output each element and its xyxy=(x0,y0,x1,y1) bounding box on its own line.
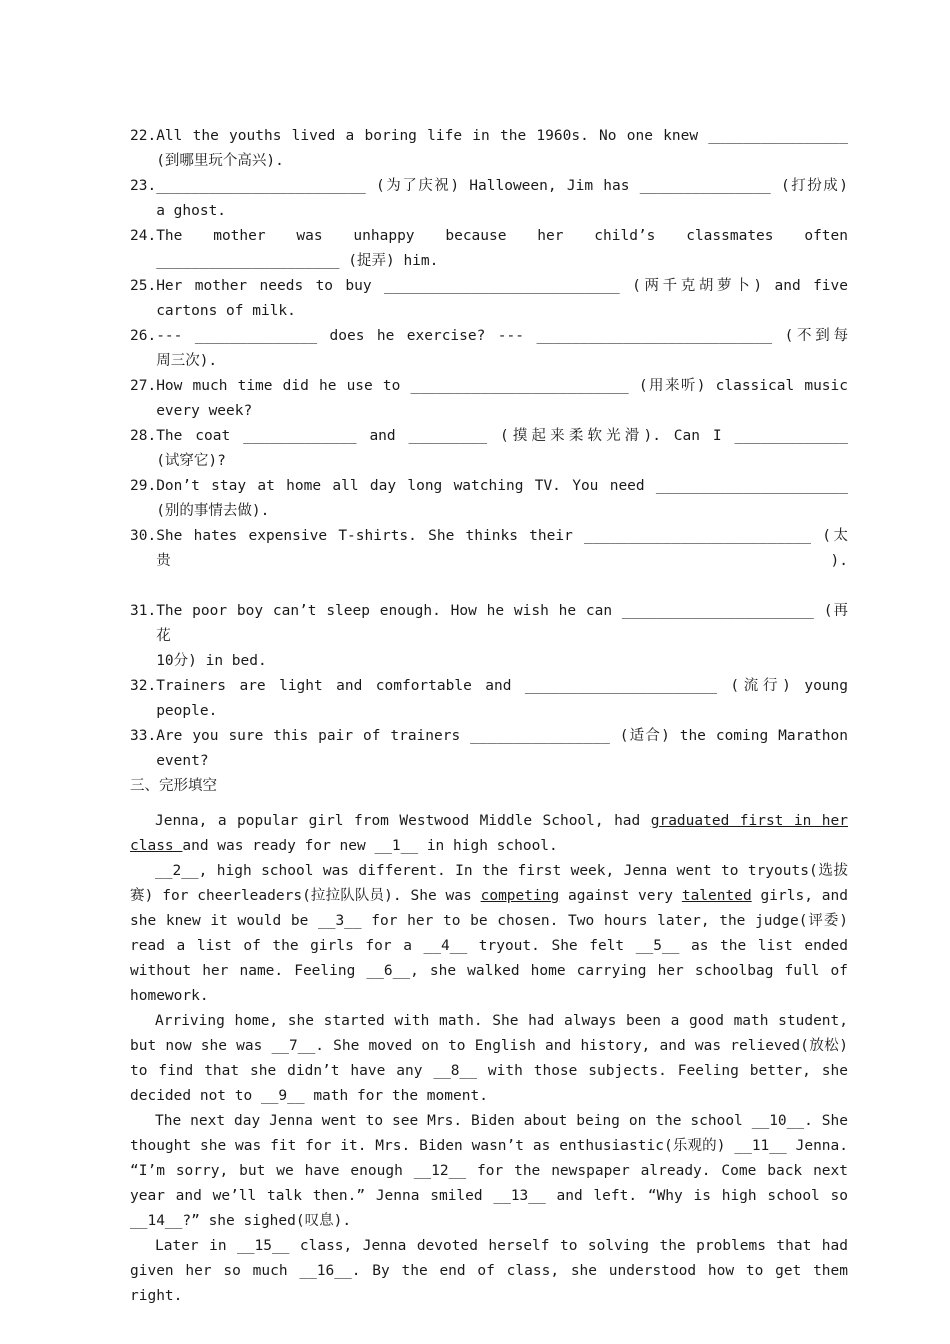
question-31 xyxy=(130,599,848,674)
question-number: 29. xyxy=(130,478,157,494)
question-number: 28. xyxy=(130,428,157,444)
question-30 xyxy=(130,524,848,574)
passage-paragraph-4: The next day Jenna went to see Mrs. Biden about being on the school __10__. She thought she was fit for it. Mrs. Biden wasn’t as enthusiastic(乐观的) __11__ Jenna. “I’m sorry, but we have enough __12__ for the newspaper already. Come back next year and we’ll talk then.” Jenna smiled __13__ and left. “Why is high school so __14__?” she sighed(叹息). xyxy=(130,1113,848,1229)
passage-paragraph-1 xyxy=(130,809,848,859)
question-line: a ghost. xyxy=(156,203,227,219)
question-line: people. xyxy=(156,703,218,719)
underlined-word: talented xyxy=(681,888,752,904)
question-number: 33. xyxy=(130,728,157,744)
question-line: The mother was unhappy because her child’s classmates often xyxy=(156,228,848,244)
question-line: The poor boy can’t sleep enough. How he wish he can ______________________ (再花 xyxy=(156,603,848,644)
question-line: All the youths lived a boring life in the 1960s. No one knew ________________ xyxy=(156,128,848,144)
question-26 xyxy=(130,324,848,374)
question-line: Don’t stay at home all day long watching TV. You need ______________________ xyxy=(156,478,848,494)
question-line: Are you sure this pair of trainers ________________ (适合) the coming Marathon xyxy=(156,728,848,744)
passage-paragraph-5: Later in __15__ class, Jenna devoted herself to solving the problems that had given her so much __16__. By the end of class, she understood how to get them right. xyxy=(130,1238,848,1304)
question-number: 24. xyxy=(130,228,157,244)
question-number: 22. xyxy=(130,128,157,144)
question-line: (到哪里玩个高兴). xyxy=(156,153,284,169)
question-number: 27. xyxy=(130,378,157,394)
paragraph-text: __2__, high school was different. In the first week, Jenna went to tryouts(选拔赛) for cheerleaders(拉拉队队员). She was xyxy=(130,863,848,904)
section-heading: 三、完形填空 xyxy=(130,778,217,794)
question-number: 32. xyxy=(130,678,157,694)
question-line: --- ______________ does he exercise? --- ___________________________ (不到每 xyxy=(156,328,848,344)
question-line: _____________________ (捉弄) him. xyxy=(156,253,439,269)
question-line: Trainers are light and comfortable and ______________________ (流行) young xyxy=(156,678,848,694)
question-28 xyxy=(130,424,848,474)
question-22 xyxy=(130,124,848,174)
question-29 xyxy=(130,474,848,524)
spacer xyxy=(130,574,848,599)
question-line: cartons of milk. xyxy=(156,303,296,319)
question-27 xyxy=(130,374,848,424)
question-line: 10分) in bed. xyxy=(156,653,267,669)
paragraph-text: girls, and she knew it would be __3__ for her to be chosen. Two hours later, the judge(评委) read a list of the girls for a __4__ tryout. She felt __5__ as the list ended without her name. Feeling __6__, she walked home carrying her schoolbag full of homework. xyxy=(130,888,848,1004)
passage-paragraph-2 xyxy=(130,859,848,1009)
question-33 xyxy=(130,724,848,774)
question-number: 25. xyxy=(130,278,157,294)
worksheet-page xyxy=(130,124,848,1309)
question-number: 23. xyxy=(130,178,157,194)
question-line: 周三次). xyxy=(156,353,218,369)
paragraph-text: against very xyxy=(559,888,682,904)
question-24 xyxy=(130,224,848,274)
paragraph-text: Jenna, a popular girl from Westwood Middle School, had xyxy=(155,813,651,829)
question-line: Her mother needs to buy ___________________________ (两千克胡萝卜) and five xyxy=(156,278,848,294)
question-line: ________________________ (为了庆祝) Halloween, Jim has _______________ (打扮成) xyxy=(156,178,848,194)
question-32 xyxy=(130,674,848,724)
paragraph-text: and was ready for new __1__ in high school. xyxy=(182,838,558,854)
question-line: (试穿它)? xyxy=(156,453,226,469)
underlined-word: competing xyxy=(480,888,560,904)
question-number: 31. xyxy=(130,603,157,619)
question-25 xyxy=(130,274,848,324)
question-number: 30. xyxy=(130,528,157,544)
question-line: every week? xyxy=(156,403,253,419)
question-line: (别的事情去做). xyxy=(156,503,270,519)
question-line: How much time did he use to _________________________ (用来听) classical music xyxy=(156,378,848,394)
question-number: 26. xyxy=(130,328,157,344)
question-line: She hates expensive T-shirts. She thinks their __________________________ (太贵). xyxy=(156,528,848,569)
question-23 xyxy=(130,174,848,224)
passage-paragraph-3: Arriving home, she started with math. She had always been a good math student, but now she was __7__. She moved on to English and history, and was relieved(放松) to find that she didn’t have any __8__ with those subjects. Feeling better, she decided not to __9__ math for the moment. xyxy=(130,1013,848,1104)
question-line: event? xyxy=(156,753,209,769)
underlined-phrase: graduated first in her class xyxy=(130,813,848,854)
question-line: The coat _____________ and _________ (摸起来柔软光滑). Can I _____________ xyxy=(156,428,848,444)
